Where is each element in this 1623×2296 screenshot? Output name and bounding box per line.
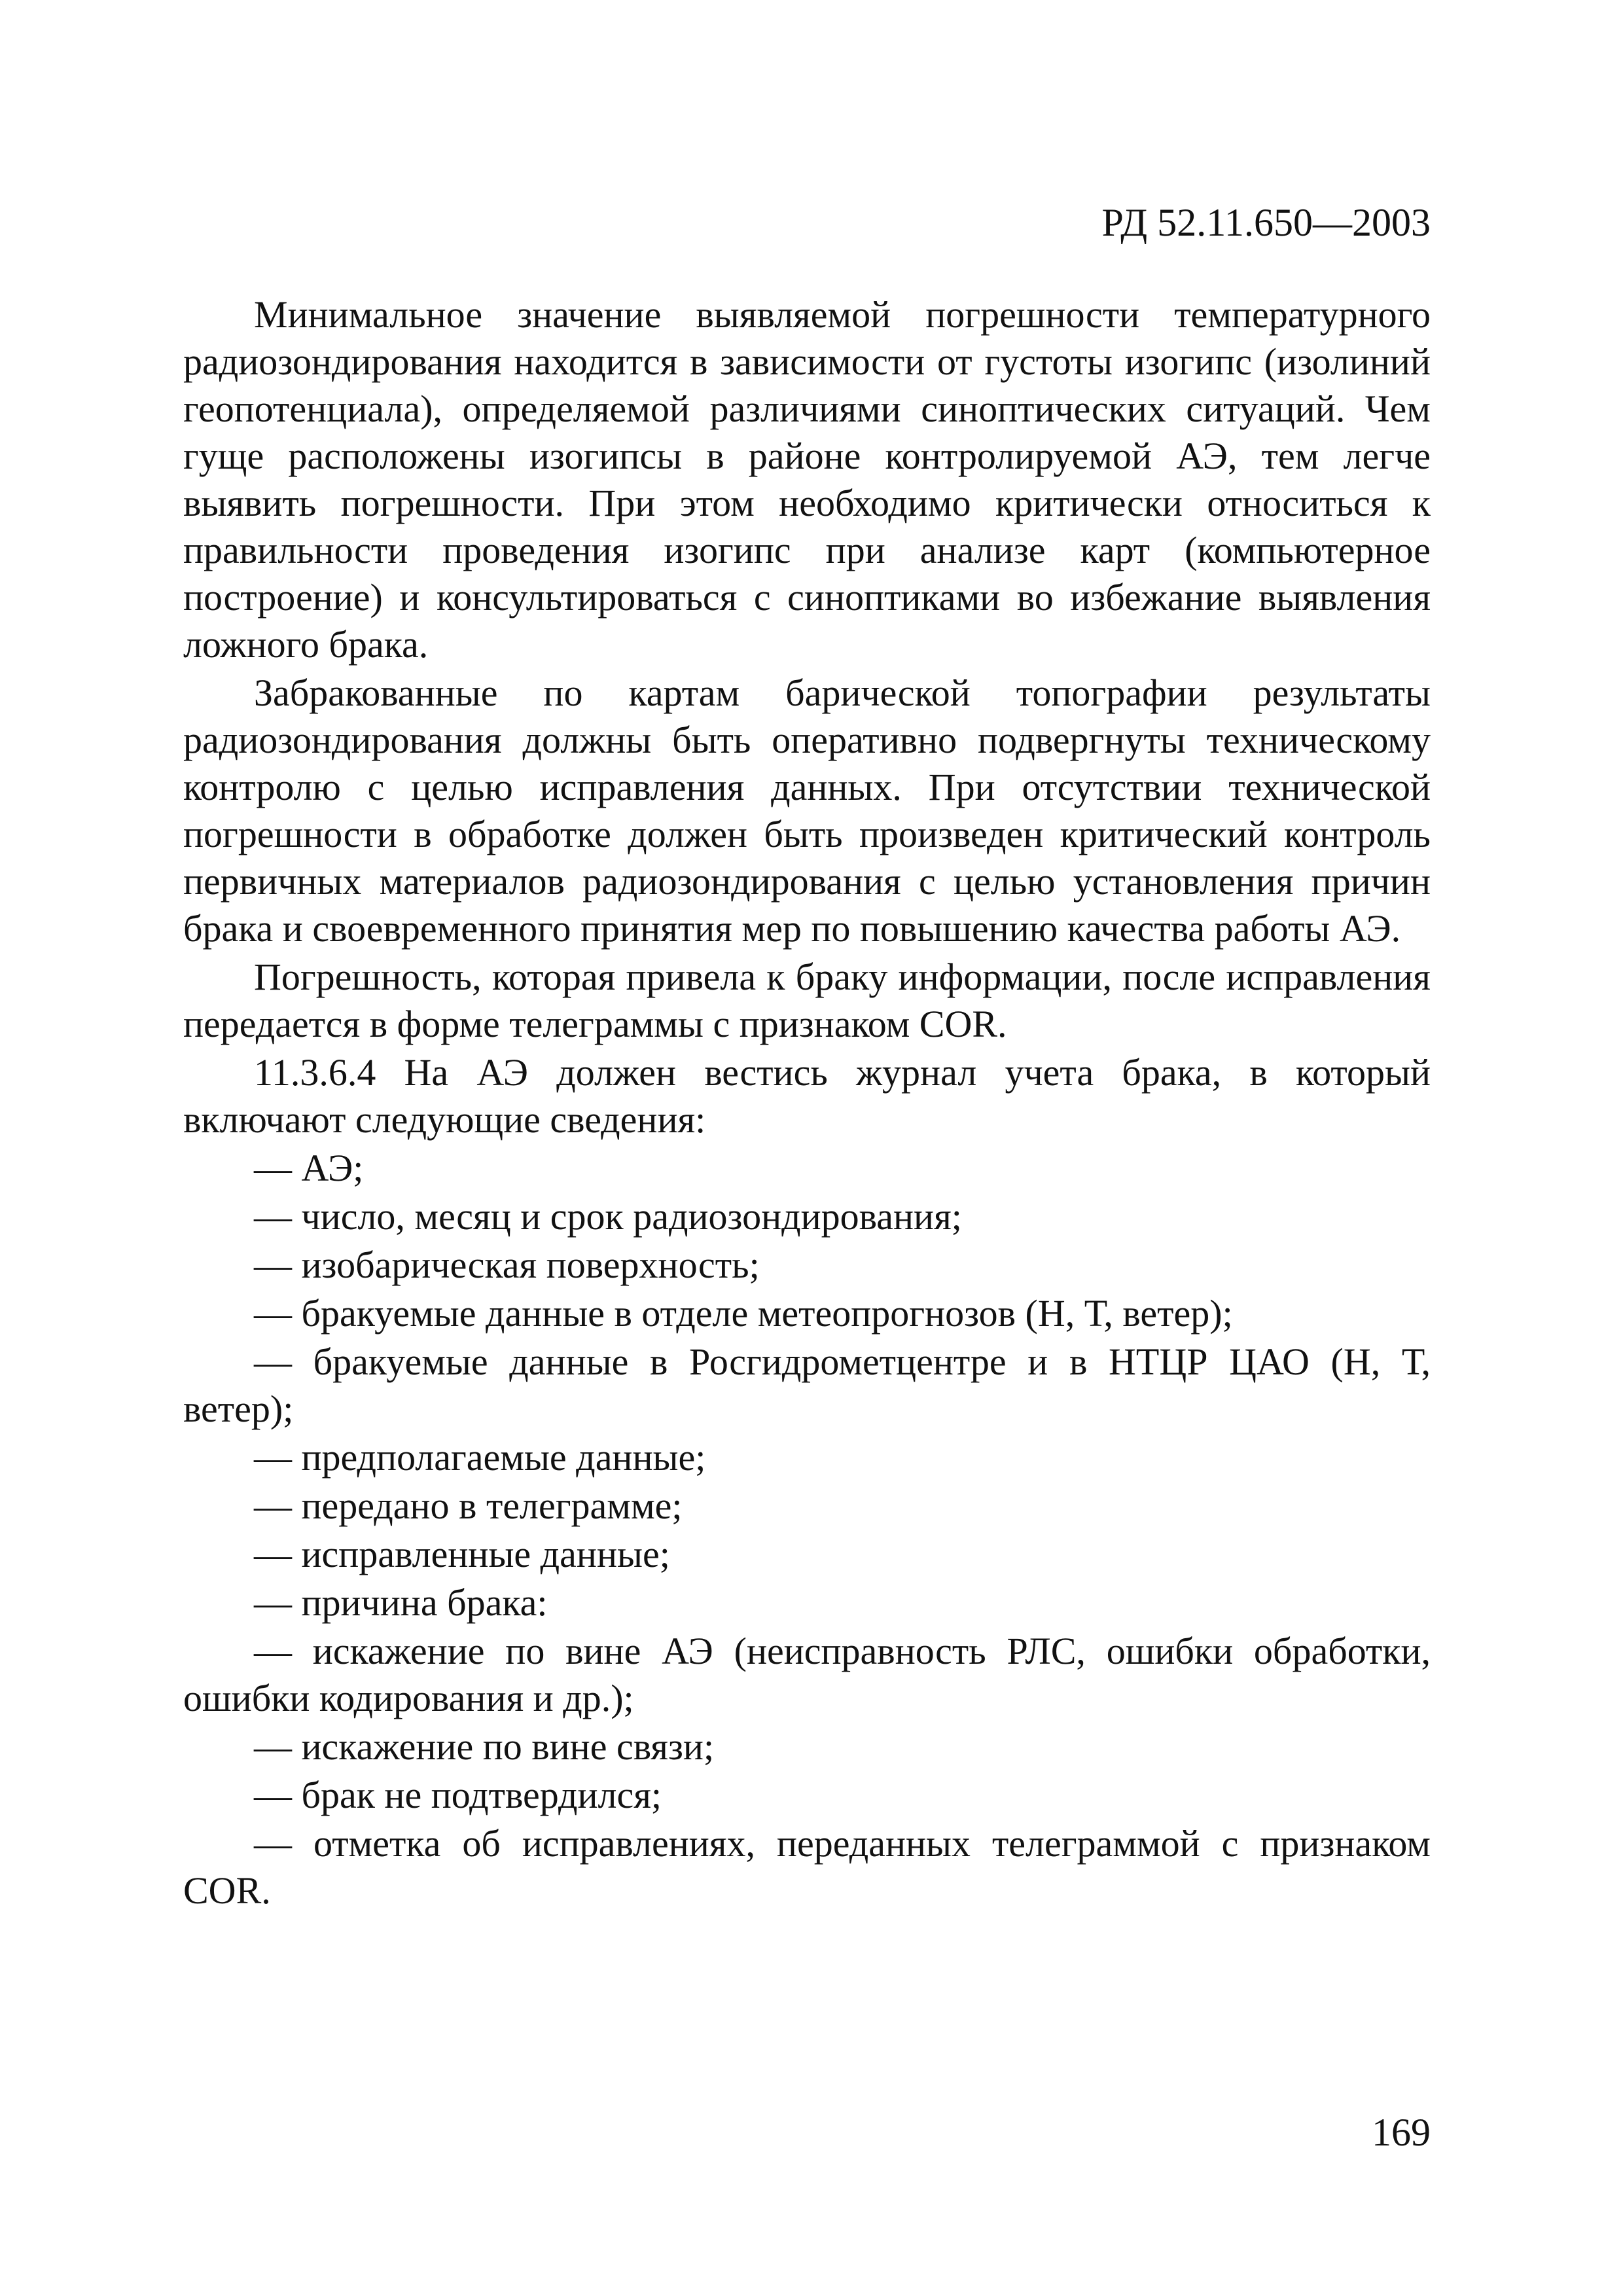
list-item: — число, месяц и срок радиозондирования;	[254, 1195, 962, 1238]
list-item: — передано в телеграмме;	[254, 1484, 683, 1527]
paragraph-clause-11-3-6-4: 11.3.6.4 На АЭ должен вестись журнал учета брака, в который включают следующие сведения:	[183, 1051, 1431, 1141]
list-item: — АЭ;	[254, 1147, 364, 1189]
list-item: — бракуемые данные в Росгидрометцентре и в НТЦР ЦАО (Н, Т, ветер);	[183, 1340, 1431, 1430]
list-item: — отметка об исправлениях, переданных телеграммой с признаком COR.	[183, 1822, 1431, 1912]
page-number: 169	[1372, 2111, 1431, 2154]
paragraph-rejected-results: Забракованные по картам барической топографии результаты радиозондирования должны быть оперативно подвергнуты техническому контролю с целью исправления данных. При отсутствии технической погрешности в обработке должен быть произведен критический контроль первичных материалов радиозондирования с целью установления причин брака и своевременного принятия мер по повышению качества работы АЭ.	[183, 672, 1431, 950]
list-item: — причина брака:	[254, 1581, 548, 1624]
list-item: — искажение по вине связи;	[254, 1725, 715, 1768]
paragraph-min-error: Минимальное значение выявляемой погрешности температурного радиозондирования находится в зависимости от густоты изогипс (изолиний геопотенциала), определяемой различиями синоптических ситуаций. Чем гуще расположены изогипсы в районе контролируемой АЭ, тем легче выявить погрешности. При этом необходимо критически относиться к правильности проведения изогипс при анализе карт (компьютерное построение) и консультироваться с синоптиками во избежание выявления ложного брака.	[183, 293, 1431, 666]
list-item: — предполагаемые данные;	[254, 1436, 706, 1479]
list-item: — брак не подтвердился;	[254, 1774, 662, 1816]
document-code-header: РД 52.11.650—2003	[1101, 201, 1431, 244]
list-item: — искажение по вине АЭ (неисправность РЛС, ошибки обработки, ошибки кодирования и др.);	[183, 1630, 1431, 1719]
paragraph-error-correction: Погрешность, которая привела к браку информации, после исправления передается в форме телеграммы с признаком COR.	[183, 956, 1431, 1045]
list-item: — изобарическая поверхность;	[254, 1244, 760, 1286]
list-item: — исправленные данные;	[254, 1533, 670, 1575]
list-item: — бракуемые данные в отделе метеопрогнозов (Н, Т, ветер);	[254, 1292, 1233, 1335]
body-text	[183, 291, 1431, 1916]
